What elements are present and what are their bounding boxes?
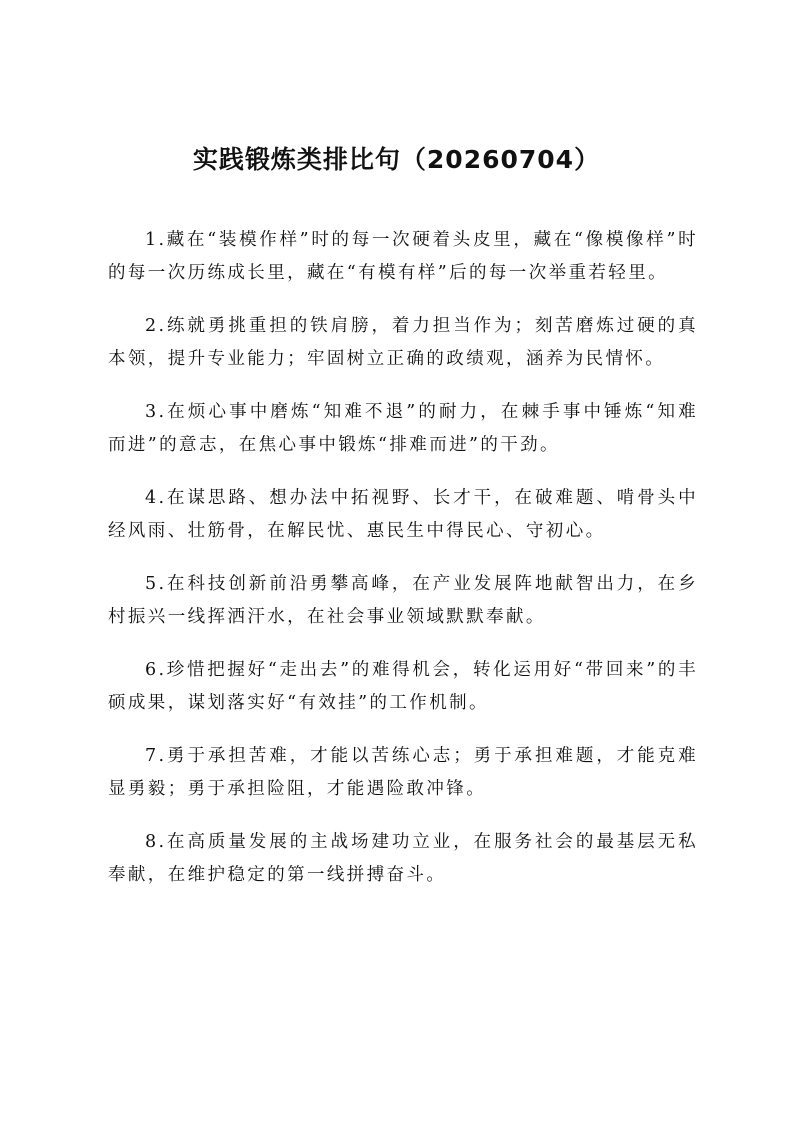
paragraph-3: 3.在烦心事中磨炼“知难不退”的耐力，在棘手事中锤炼“知难而进”的意志，在焦心事中锻炼“排难而进”的干劲。 <box>108 402 698 455</box>
paragraph-1: 1.藏在“装模作样”时的每一次硬着头皮里，藏在“像模像样”时的每一次历练成长里，藏在“有模有样”后的每一次举重若轻里。 <box>108 230 698 283</box>
paragraph-4: 4.在谋思路、想办法中拓视野、长才干，在破难题、啃骨头中经风雨、壮筋骨，在解民忧、惠民生中得民心、守初心。 <box>108 488 698 541</box>
paragraph-6: 6.珍惜把握好“走出去”的难得机会，转化运用好“带回来”的丰硕成果，谋划落实好“有效挂”的工作机制。 <box>108 660 698 713</box>
paragraph-2: 2.练就勇挑重担的铁肩膀，着力担当作为；刻苦磨炼过硬的真本领，提升专业能力；牢固树立正确的政绩观，涵养为民情怀。 <box>108 316 698 369</box>
document-body <box>108 224 698 912</box>
document-title: 实践锻炼类排比句（20260704） <box>192 145 601 174</box>
paragraph-8: 8.在高质量发展的主战场建功立业，在服务社会的最基层无私奉献，在维护稳定的第一线拼搏奋斗。 <box>108 832 698 885</box>
paragraph-5: 5.在科技创新前沿勇攀高峰，在产业发展阵地献智出力，在乡村振兴一线挥洒汗水，在社会事业领域默默奉献。 <box>108 574 698 627</box>
paragraph-7: 7.勇于承担苦难，才能以苦练心志；勇于承担难题，才能克难显勇毅；勇于承担险阻，才能遇险敢冲锋。 <box>108 746 698 799</box>
